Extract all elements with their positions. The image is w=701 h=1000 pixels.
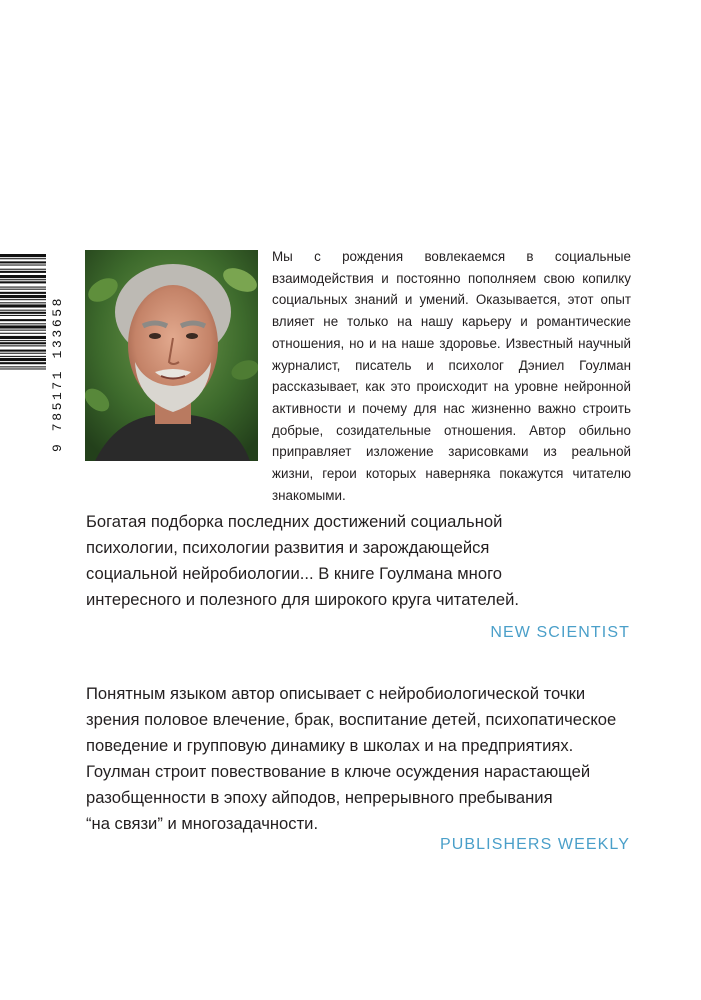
barcode-bar bbox=[0, 302, 46, 303]
barcode-bar bbox=[0, 333, 46, 334]
barcode-bar bbox=[0, 353, 46, 354]
review-source-new-scientist: NEW SCIENTIST bbox=[490, 624, 630, 641]
barcode-bar bbox=[0, 287, 46, 288]
barcode-bar bbox=[0, 310, 46, 311]
barcode-bar bbox=[0, 356, 46, 357]
barcode-bar bbox=[0, 304, 46, 307]
review-line: зрения половое влечение, брак, воспитание детей, психопатическое bbox=[86, 710, 617, 729]
barcode-bar bbox=[0, 336, 46, 339]
barcode-bar bbox=[0, 325, 46, 328]
barcode-bar bbox=[0, 362, 46, 364]
barcode-bar bbox=[0, 342, 46, 344]
author-portrait-icon bbox=[85, 250, 258, 461]
barcode-bar bbox=[0, 312, 46, 314]
barcode-number: 9 785171 133658 bbox=[50, 295, 65, 452]
isbn-barcode bbox=[0, 252, 66, 452]
barcode-bar bbox=[0, 269, 46, 270]
review-line: “на связи” и многозадачности. bbox=[86, 814, 319, 833]
barcode-bar bbox=[0, 330, 46, 331]
barcode-bar bbox=[0, 289, 46, 290]
review-source-publishers-weekly: PUBLISHERS WEEKLY bbox=[439, 836, 630, 853]
barcode-bar bbox=[0, 271, 46, 273]
barcode-bar bbox=[0, 340, 46, 341]
review-publishers-weekly bbox=[86, 681, 631, 837]
review-line: поведение и групповую динамику в школах и на предприятиях. bbox=[86, 736, 574, 755]
barcode-bars bbox=[0, 252, 46, 452]
review-line: психологии, психологии развития и зарождающейся bbox=[86, 538, 490, 557]
barcode-bar bbox=[0, 366, 46, 367]
barcode-bar bbox=[0, 279, 46, 280]
review-new-scientist bbox=[86, 509, 606, 613]
barcode-bar bbox=[0, 358, 46, 361]
review-line: Богатая подборка последних достижений социальной bbox=[86, 512, 503, 531]
book-description: Мы с рождения вовлекаемся в социальные взаимодействия и постоянно пополняем свою копилку социальных знаний и умений. Оказывается, этот опыт влияет не только на нашу карьеру и романтические отношения, но и на наше здоровье. Известный научный журналист, писатель и психолог Дэниел Гоулман рассказывает, как это происходит на уровне нейронной активности и почему для нас жизненно важно строить добрые, созидательные отношения. Автор обильно приправляет изложение зарисовками из реальной жизни, герои которых наверняка покажутся читателю знакомыми. bbox=[272, 249, 631, 503]
barcode-bar bbox=[0, 295, 46, 298]
review-line: социальной нейробиологии... В книге Гоулмана много bbox=[86, 564, 502, 583]
barcode-bar bbox=[0, 323, 46, 324]
barcode-bar bbox=[0, 261, 46, 263]
barcode-bar bbox=[0, 315, 46, 316]
barcode-bar bbox=[0, 281, 46, 283]
barcode-bar bbox=[0, 265, 46, 266]
review-line: интересного и полезного для широкого круга читателей. bbox=[86, 590, 519, 609]
barcode-bar bbox=[0, 254, 46, 257]
barcode-bar bbox=[0, 350, 46, 352]
author-photo bbox=[85, 250, 258, 461]
review-line: Понятным языком автор описывает с нейробиологической точки bbox=[86, 684, 586, 703]
barcode-bar bbox=[0, 319, 46, 321]
barcode-bar bbox=[0, 275, 46, 278]
review-line: разобщенности в эпоху айподов, непрерывного пребывания bbox=[86, 788, 553, 807]
barcode-bar bbox=[0, 258, 46, 259]
barcode-bar bbox=[0, 368, 46, 369]
barcode-bar bbox=[0, 299, 46, 300]
barcode-bar bbox=[0, 292, 46, 294]
review-line: Гоулман строит повествование в ключе осуждения нарастающей bbox=[86, 762, 591, 781]
barcode-bar bbox=[0, 345, 46, 346]
